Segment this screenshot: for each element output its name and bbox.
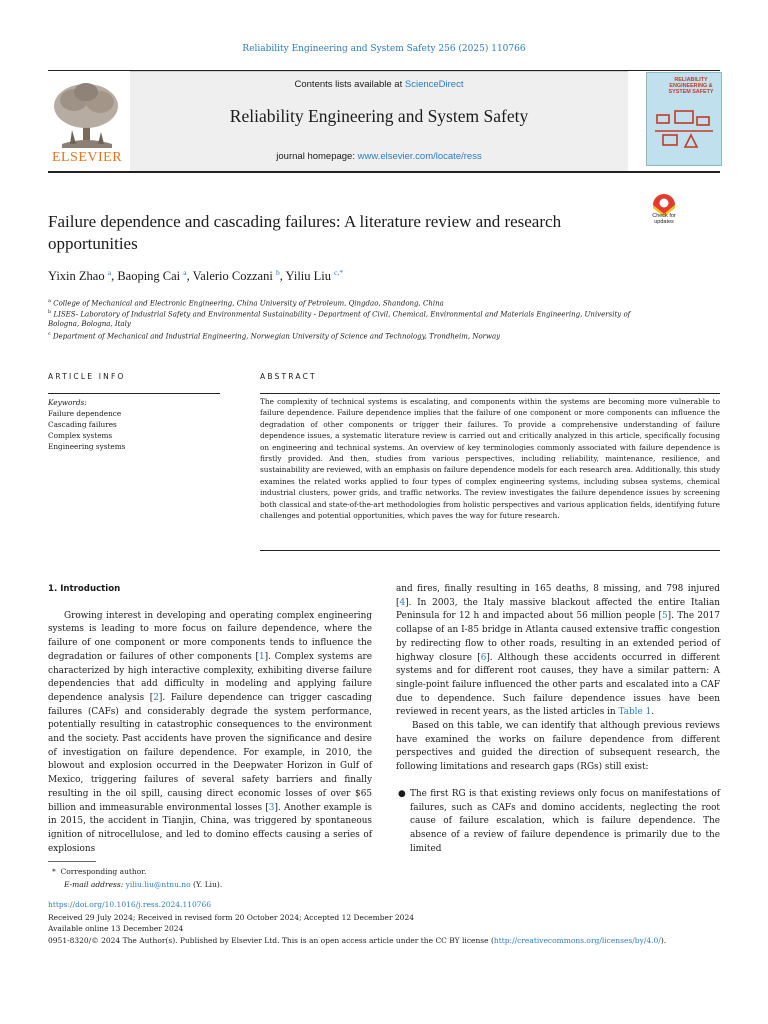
article-info-heading: ARTICLE INFO (48, 372, 126, 381)
paragraph-text: ]. In 2003, the Italy massive blackout affected the entire Italian Peninsula for 12 h and impacted about 56 million people [ (396, 597, 720, 622)
keyword: Failure dependence (48, 409, 122, 418)
abstract-rule (260, 393, 720, 394)
paragraph-text: ]. The 2017 collapse of an I-85 bridge in Atlanta caused extensive traffic congestion by redirecting flow to other roads, resulting in an extended period of highway closure [ (396, 611, 720, 663)
paragraph-text: Growing interest in developing and operating complex engineering systems is leading to more focus on failure dependence, where the failure of one component or more components tends to influence the degradation or failures of other components [ (48, 610, 372, 662)
author-affil-mark[interactable]: a (107, 268, 112, 277)
paragraph-text: ]. Another example is in 2015, the accident in Tianjin, China, was triggered by spontaneous ignition of nitrocellulose, and led to domino effects causing a series of explosions (48, 802, 372, 854)
author-affil-mark[interactable]: b (275, 268, 280, 277)
bullet-text: The first RG is that existing reviews only focus on manifestations of failures, such as CAFs and domino accidents, neglecting the root cause of failure escalation, which is failure dependence. The absence of a review of failure dependence is primarily due to the limited (410, 788, 720, 854)
corresponding-mark: * (52, 867, 56, 876)
author-name[interactable]: Valerio Cozzani (192, 269, 273, 284)
email-link[interactable]: yiliu.liu@ntnu.no (125, 880, 191, 889)
citation-link[interactable]: 1 (259, 651, 265, 662)
email-suffix: (Y. Liu). (190, 880, 223, 889)
affiliation-c (48, 329, 648, 341)
masthead-bottom-rule (48, 171, 720, 173)
paragraph-text: ]. Although these accidents occurred in different systems and for different root causes, they have a similar pattern: A single-point failure influenced the other parts and escalated into a CAF due to dependence. Such failure dependence issues have been reviewed in recent years, as the listed articles in (396, 652, 720, 718)
email-line (64, 879, 222, 890)
elsevier-wordmark: ELSEVIER (51, 150, 123, 165)
paragraph-text: ]. Failure dependence can trigger cascading failures (CAFs) and considerably degrade the system performance, potentially resulting in catastrophic consequences to the environment and the society. Past accidents have proven the significance and desire of investigation on failure dependence. For example, in 2010, the blowout and explosion occurred in the Deepwater Horizon in Gulf of Mexico, triggering failures of several safety barriers and finally resulting in the oil spill, causing direct economic losses of over $65 billion and immeasurable environmental losses [ (48, 692, 372, 813)
contents-line (130, 79, 628, 90)
table-1-link[interactable]: Table 1 (618, 707, 652, 718)
affiliation-mark: c (48, 331, 51, 337)
author-affil-mark[interactable]: c,* (334, 268, 344, 277)
keywords-block (48, 397, 125, 452)
abstract-heading: ABSTRACT (260, 372, 317, 381)
homepage-prefix: journal homepage: (276, 151, 358, 162)
citation-link[interactable]: 3 (268, 802, 275, 813)
license-suffix: ). (660, 936, 667, 945)
author-affil-mark[interactable]: a (183, 268, 187, 277)
keyword: Complex systems (48, 431, 113, 440)
affiliation-mark: a (48, 298, 51, 304)
cover-title: RELIABILITY ENGINEERING & SYSTEM SAFETY (668, 77, 714, 95)
bullet-icon: ● (398, 788, 406, 799)
doi-link[interactable]: https://doi.org/10.1016/j.ress.2024.110766 (48, 900, 212, 909)
running-header[interactable]: Reliability Engineering and System Safety 256 (2025) 110766 (242, 44, 526, 54)
available-online-date: Available online 13 December 2024 (48, 924, 184, 933)
email-label: E-mail address: (64, 880, 126, 889)
check-for-updates-label[interactable]: Check for updates (652, 213, 676, 225)
author-list: Yixin Zhao $^a$, Baoping Cai $^a$, Valerio Cozzani $^b$, Yiliu Liu $^{c,*}$ (48, 268, 344, 284)
affiliation-text: Department of Mechanical and Industrial Engineering, Norwegian University of Science and Technology, Trondheim, Norway (53, 332, 501, 341)
author-name[interactable]: Baoping Cai (117, 269, 181, 284)
author-name[interactable]: Yixin Zhao (48, 269, 105, 284)
intro-paragraph-1 (48, 610, 372, 857)
paragraph-text: and fires, finally resulting in 165 deaths, 8 missing, and 798 injured [ (396, 584, 720, 608)
footnote-rule (48, 861, 96, 862)
citation-link[interactable]: 6 (480, 652, 487, 663)
paragraph-text: ]. Complex systems are characterized by high interactive complexity, exhibiting diverse failure dependencies that add difficulty in modeling and applying failure dependence analysis [ (48, 651, 372, 703)
affiliation-text: LISES- Laboratory of Industrial Safety and Environmental Sustainability - Department of Civil, Chemical, Environmental and Materials Engineering, University of Bologna, Bologna, Italy (48, 310, 631, 329)
license-text: 0951-8320/© 2024 The Author(s). Published by Elsevier Ltd. This is an open access article under the CC BY license ( (48, 936, 494, 945)
abstract-text: The complexity of technical systems is escalating, and components within the systems are becoming more vulnerable to failure dependence. Failure dependence implies that the failure of one component or more components can influence the degradation of other components or trigger their failures. To provide a comprehensive understanding of failure dependence issues, a systematic literature review is carried out and critically analyzed in this article, specifically focusing on engineering and technical systems. An overview of key terminologies commonly associated with failure dependence is firstly provided. And then, studies from various perspectives, including reliability, maintenance, resilience, and sustainability are reviewed, with an emphasis on failure dependence models for each research area. Additionally, this study examines the related works applied to four types of complex engineering systems, including subsea systems, chemical industrial clusters, power grids, and traffic networks. The review investigates the failure dependence issues by screening both classical and state-of-the-art methodologies from holistic perspectives and various application fields, identifying future challenges and potential opportunities, which paves the way for future research. (260, 397, 720, 521)
sciencedirect-link[interactable]: ScienceDirect (404, 79, 464, 90)
affiliation-text: College of Mechanical and Electronic Engineering, China University of Petroleum, Qingdao, Shandong, China (53, 299, 444, 308)
journal-title[interactable]: Reliability Engineering and System Safety (229, 106, 529, 126)
cover-illustration-icon (653, 109, 715, 155)
author-name[interactable]: Yiliu Liu (285, 269, 332, 284)
homepage-link[interactable]: www.elsevier.com/locate/ress (357, 151, 482, 162)
citation-link[interactable]: 4 (399, 597, 406, 608)
journal-cover-thumbnail[interactable] (646, 72, 722, 166)
corresponding-author-note (52, 866, 146, 877)
body-right-column (396, 583, 720, 856)
citation-link[interactable]: 2 (153, 692, 159, 703)
paragraph-text: . (651, 707, 655, 718)
section-heading-introduction: 1. Introduction (48, 584, 121, 594)
article-info-rule (48, 393, 220, 394)
body-left-column (48, 583, 372, 856)
affiliation-mark: b (48, 309, 52, 315)
license-link[interactable]: http://creativecommons.org/licenses/by/4.0/ (493, 936, 661, 945)
citation-link[interactable]: 5 (661, 611, 668, 622)
affiliation-b (48, 307, 648, 329)
keywords-label: Keywords: (48, 398, 87, 407)
article-title: Failure dependence and cascading failures: A literature review and research opportunities (48, 212, 562, 253)
received-dates: Received 29 July 2024; Received in revised form 20 October 2024; Accepted 12 December 2024 (48, 913, 414, 922)
abstract-bottom-rule (260, 550, 720, 551)
intro-paragraph-1-continued (396, 583, 720, 720)
research-gap-bullet-1 (396, 788, 720, 857)
corresponding-text: Corresponding author. (60, 867, 147, 876)
keyword: Cascading failures (48, 420, 117, 429)
journal-homepage (130, 151, 628, 162)
license-line (48, 935, 666, 946)
keyword: Engineering systems (48, 442, 126, 451)
contents-prefix: Contents lists available at (294, 79, 405, 90)
intro-paragraph-2: Based on this table, we can identify that although previous reviews have examined the works on failure dependence from different perspectives and guided the direction of subsequent research, the following limitations and research gaps (RGs) still exist: (396, 721, 720, 773)
